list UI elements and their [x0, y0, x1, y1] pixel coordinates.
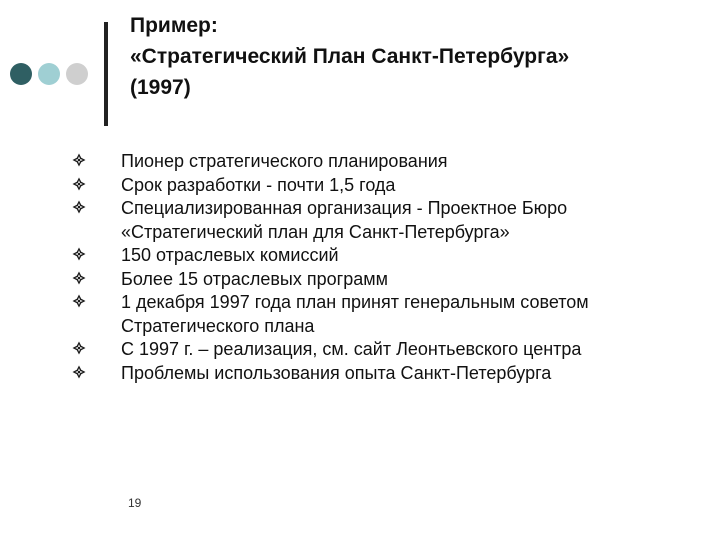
gray-dot-icon	[66, 63, 88, 85]
diamond-check-bullet-icon	[72, 271, 88, 287]
bullet-item	[0, 338, 691, 362]
title-line: (1997)	[130, 76, 191, 99]
dark-teal-dot-icon	[10, 63, 32, 85]
diamond-check-bullet-icon	[72, 341, 88, 357]
bullet-text: С 1997 г. – реализация, см. сайт Леонтьевского центра	[121, 339, 582, 359]
bullet-text: Специализированная организация - Проектное Бюро	[121, 198, 568, 218]
bullet-text: Более 15 отраслевых программ	[121, 268, 388, 289]
bullet-list	[0, 150, 720, 385]
bullet-item	[0, 244, 691, 268]
slide-title	[130, 10, 700, 103]
diamond-check-bullet-icon	[72, 177, 88, 193]
diamond-check-bullet-icon	[72, 247, 88, 263]
bullet-item	[0, 197, 691, 244]
bullet-text: Срок разработки - почти 1,5 года	[121, 174, 396, 195]
bullet-item	[0, 291, 691, 338]
diamond-check-bullet-icon	[72, 153, 88, 169]
bullet-text: 1 декабря 1997 года план принят генеральным советом	[121, 292, 589, 312]
bullet-text: 150 отраслевых комиссий	[121, 245, 339, 265]
light-teal-dot-icon	[38, 63, 60, 85]
title-line: Пример:	[130, 14, 218, 37]
bullet-item	[0, 150, 691, 174]
bullet-text: Проблемы использования опыта Санкт-Петербурга	[121, 362, 552, 383]
bullet-item	[0, 268, 691, 292]
title-divider-line	[104, 22, 108, 126]
diamond-check-bullet-icon	[72, 200, 88, 216]
bullet-item	[0, 174, 691, 198]
bullet-text-continuation: Стратегического плана	[121, 315, 315, 336]
bullet-item	[0, 362, 691, 386]
diamond-check-bullet-icon	[72, 294, 88, 310]
title-line: «Стратегический План Санкт-Петербурга»	[130, 45, 570, 68]
bullet-text-continuation: «Стратегический план для Санкт-Петербурга»	[121, 221, 510, 242]
page-number: 19	[128, 496, 142, 510]
diamond-check-bullet-icon	[72, 365, 88, 381]
bullet-text: Пионер стратегического планирования	[121, 151, 448, 171]
